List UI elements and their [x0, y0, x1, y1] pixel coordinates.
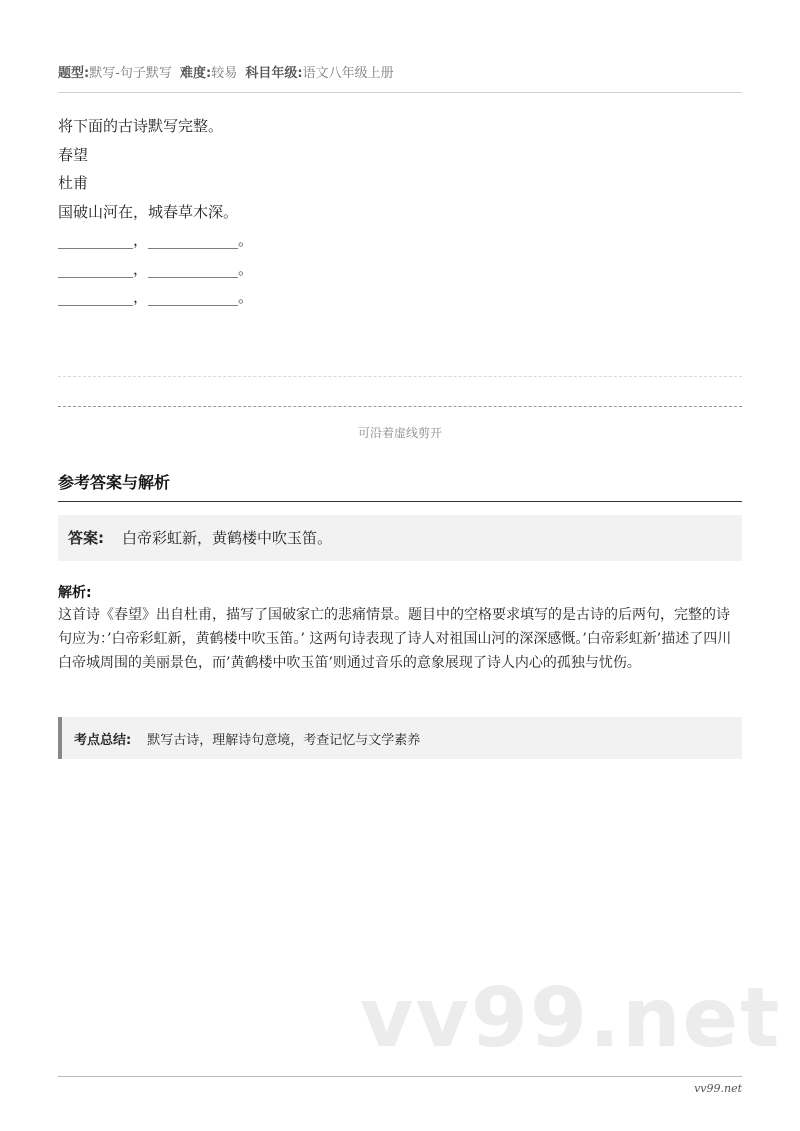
- grade-value: 语文八年级上册: [302, 66, 394, 81]
- header-divider: [58, 92, 742, 93]
- cut-label: 可沿着虚线剪开: [357, 426, 442, 440]
- summary-label: 考点总结:: [74, 733, 132, 748]
- question-body: [58, 112, 742, 312]
- analysis-label: 解析:: [58, 585, 92, 601]
- answer-label: 答案:: [68, 529, 104, 547]
- difficulty-label: 难度:: [180, 66, 212, 81]
- footer-divider: [58, 1076, 742, 1077]
- answer-box: [58, 515, 742, 561]
- analysis-text: 这首诗《春望》出自杜甫，描写了国破家亡的悲痛情景。题目中的空格要求填写的是古诗的后两句，完整的诗句应为：’白帝彩虹新，黄鹤楼中吹玉笛。’ 这两句诗表现了诗人对祖国山河的深深感慨。’白帝彩虹新’描述了四川白帝城周围的美丽景色，而’黄鹤楼中吹玉笛’则通过音乐的意象展现了诗人内心的孤独与忧伤。: [58, 607, 732, 671]
- question-meta: [58, 62, 742, 81]
- blank-row: __________，____________。: [58, 288, 254, 306]
- grade-label: 科目年级:: [245, 66, 303, 81]
- poem-first-line: 国破山河在，城春草木深。: [58, 202, 239, 221]
- answer-text: 白帝彩虹新，黄鹤楼中吹玉笛。: [122, 529, 333, 547]
- blank-row: __________，____________。: [58, 231, 254, 249]
- footer-site: vv99.net: [694, 1082, 742, 1095]
- difficulty-value: 较易: [211, 66, 238, 81]
- cut-line: [58, 406, 742, 407]
- type-label: 题型:: [58, 66, 90, 81]
- poem-author: 杜甫: [58, 174, 89, 192]
- question-instruction: 将下面的古诗默写完整。: [58, 117, 224, 135]
- cut-line-light: [58, 376, 742, 377]
- answer-section-title: 参考答案与解析: [58, 470, 742, 502]
- blank-row: __________，____________。: [58, 259, 254, 278]
- summary-text: 默写古诗，理解诗句意境，考查记忆与文学素养: [147, 733, 421, 748]
- watermark: vv99.net: [360, 971, 782, 1066]
- summary-box: [58, 717, 742, 759]
- type-value: 默写-句子默写: [89, 66, 172, 81]
- poem-title: 春望: [58, 145, 89, 164]
